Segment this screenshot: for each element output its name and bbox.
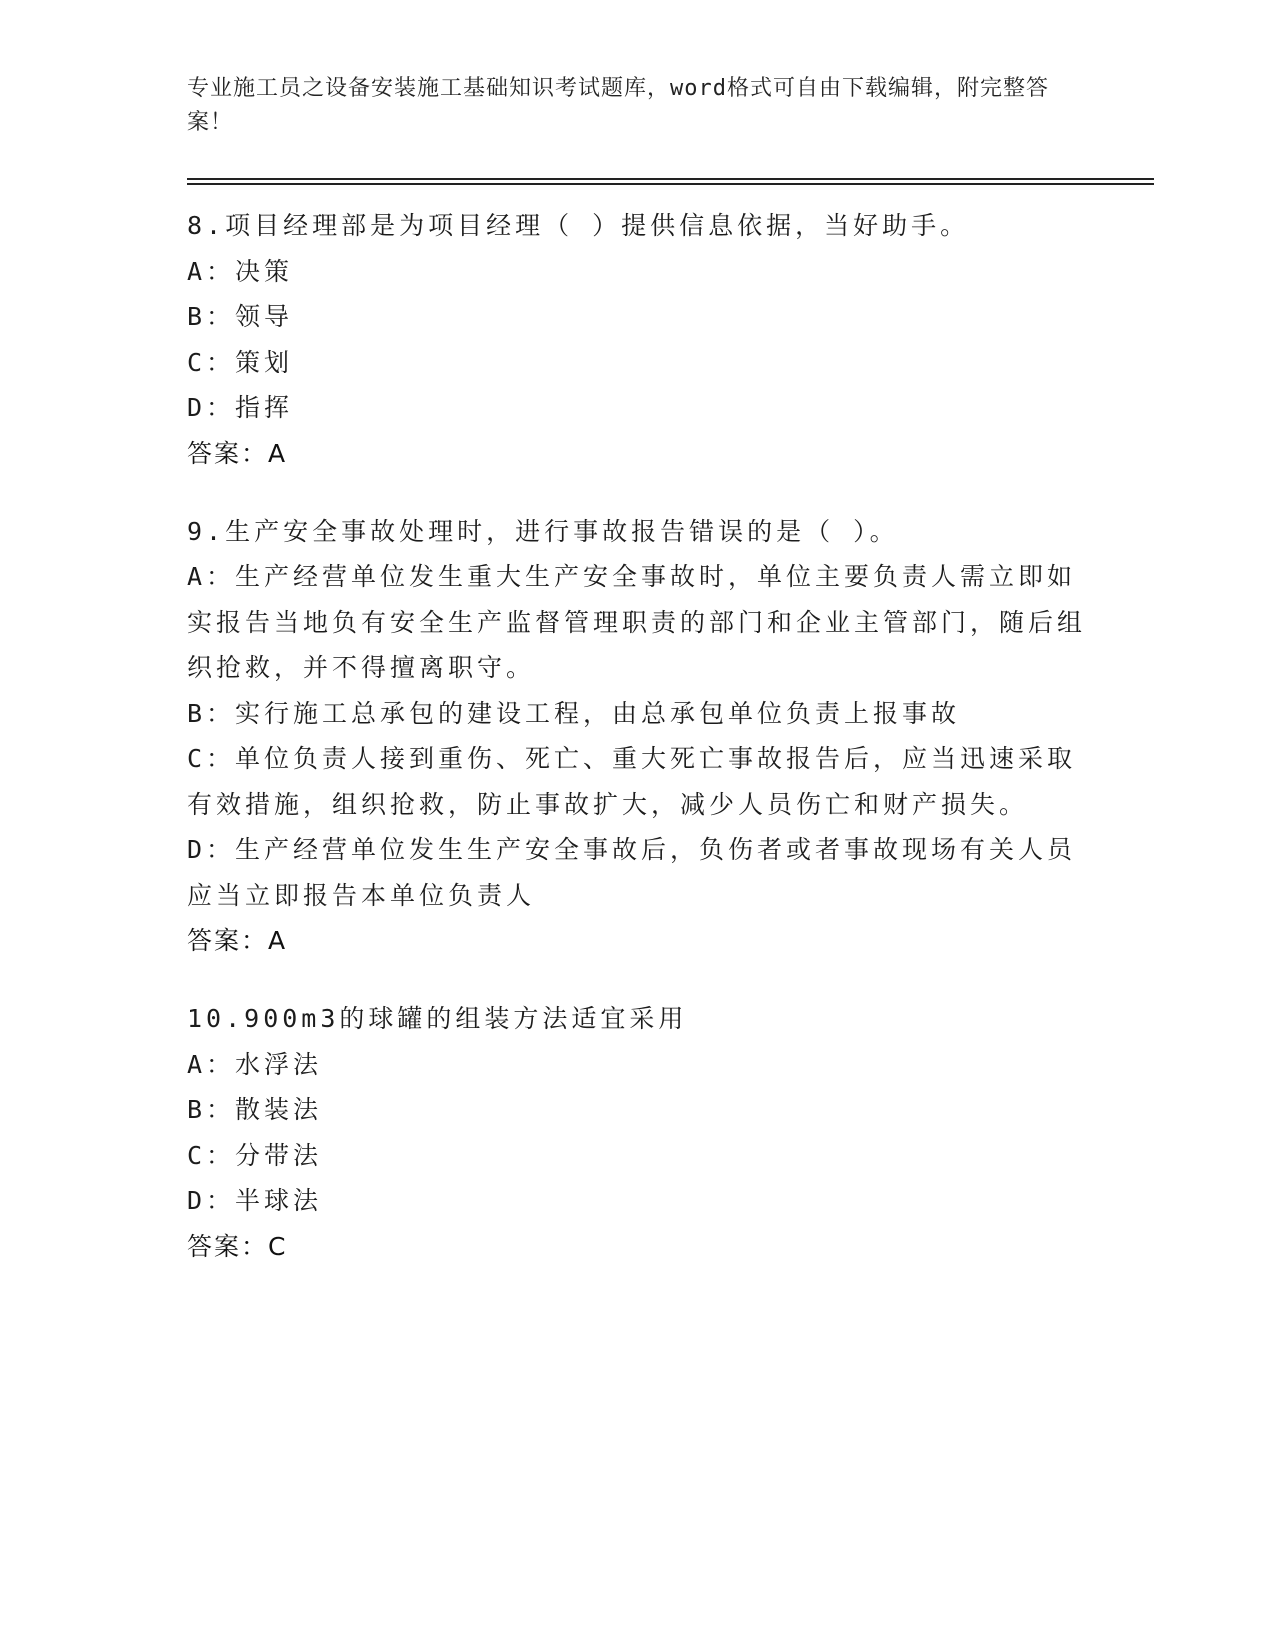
question-stem: 10.900m3的球罐的组装方法适宜采用: [187, 1004, 688, 1033]
option-d: D：生产经营单位发生生产安全事故后，负伤者或者事故现场有关人员应当立即报告本单位负责人: [187, 835, 1077, 910]
option-c: C：策划: [187, 347, 294, 377]
option-c: C：分带法: [187, 1140, 323, 1170]
question-list: [187, 203, 1087, 1302]
question-stem: 9.生产安全事故处理时，进行事故报告错误的是（ ）。: [187, 516, 899, 546]
option-a: A：决策: [187, 256, 294, 286]
question-8: [187, 203, 1087, 476]
document-header: 专业施工员之设备安装施工基础知识考试题库，word格式可自由下载编辑，附完整答案！: [187, 76, 1049, 135]
option-a: A：水浮法: [187, 1049, 323, 1079]
answer: 答案：C: [187, 1231, 288, 1261]
question-9: [187, 509, 1087, 964]
option-d: D：指挥: [187, 393, 294, 422]
option-d: D：半球法: [187, 1186, 323, 1215]
option-b: B：领导: [187, 302, 294, 331]
question-stem: 8.项目经理部是为项目经理（ ）提供信息依据，当好助手。: [187, 211, 970, 240]
option-b: B：散装法: [187, 1095, 323, 1124]
question-10: [187, 996, 1087, 1269]
option-c: C：单位负责人接到重伤、死亡、重大死亡事故报告后，应当迅速采取有效措施，组织抢救，防止事故扩大，减少人员伤亡和财产损失。: [187, 744, 1077, 819]
option-b: B：实行施工总承包的建设工程，由总承包单位负责上报事故: [187, 698, 961, 728]
answer: 答案：A: [187, 438, 288, 468]
header-rule-top: [187, 178, 1154, 180]
answer: 答案：A: [187, 926, 288, 955]
option-a: A：生产经营单位发生重大生产安全事故时，单位主要负责人需立即如实报告当地负有安全生产监督管理职责的部门和企业主管部门，随后组织抢救，并不得擅离职守。: [187, 562, 1087, 682]
header-rule-bottom: [187, 183, 1154, 185]
